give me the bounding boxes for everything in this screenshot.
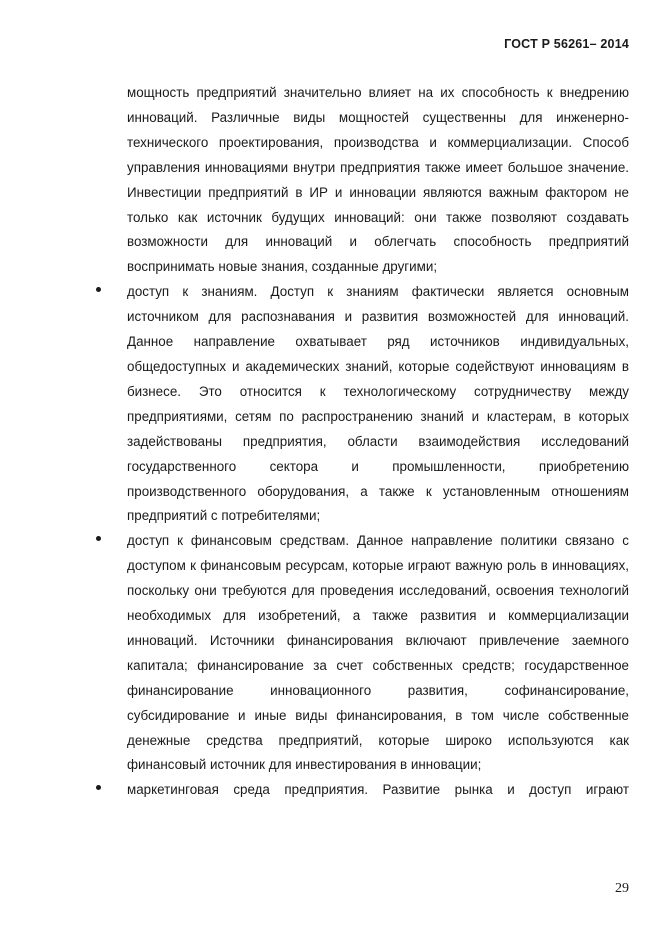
document-header: ГОСТ Р 56261– 2014 bbox=[504, 37, 629, 51]
bullet-icon bbox=[96, 536, 101, 541]
list-item-text: доступ к знаниям. Доступ к знаниям фактически является основным источником для распознавания и развития возможностей для инноваций. Данное направление охватывает ряд источников индивидуальных, общедоступных и академических знаний, которые содействуют инновациям в бизнесе. Это относится к технологическому сотрудничеству между предприятиями, сетям по распространению знаний и кластерам, в которых задействованы предприятия, области взаимодействия исследований государственного сектора и промышленности, приобретению производственного оборудования, а также к установленным отношениям предприятий с потребителями; bbox=[127, 284, 629, 524]
intro-paragraph: мощность предприятий значительно влияет на их способность к внедрению инноваций. Различные виды мощностей существенны для инженерно-технического проектирования, производства и коммерциализации. Способ управления инновациями внутри предприятия также имеет большое значение. Инвестиции предприятий в ИР и инновации являются важным фактором не только как источник будущих инноваций: они также позволяют создавать возможности для инноваций и облегчать способность предприятий воспринимать новые знания, созданные другими; bbox=[127, 85, 629, 275]
bullet-icon bbox=[96, 287, 101, 292]
list-item bbox=[127, 280, 629, 529]
bullet-icon bbox=[96, 785, 101, 790]
list-item bbox=[127, 778, 629, 803]
list-item-text: маркетинговая среда предприятия. Развитие рынка и доступ играют bbox=[127, 782, 629, 798]
list-item-text: доступ к финансовым средствам. Данное направление политики связано с доступом к финансовым ресурсам, которые играют важную роль в инновациях, поскольку они требуются для проведения исследований, освоения технологий необходимых для изобретений, а также развития и коммерциализации инноваций. Источники финансирования включают привлечение заемного капитала; финансирование за счет собственных средств; государственное финансирование инновационного развития, софинансирование, субсидирование и иные виды финансирования, в том числе собственные денежные средства предприятий, которые широко используются как финансовый источник для инвестирования в инновации; bbox=[127, 533, 629, 773]
page-body bbox=[127, 81, 629, 803]
list-item bbox=[127, 529, 629, 778]
page-number: 29 bbox=[615, 881, 629, 896]
